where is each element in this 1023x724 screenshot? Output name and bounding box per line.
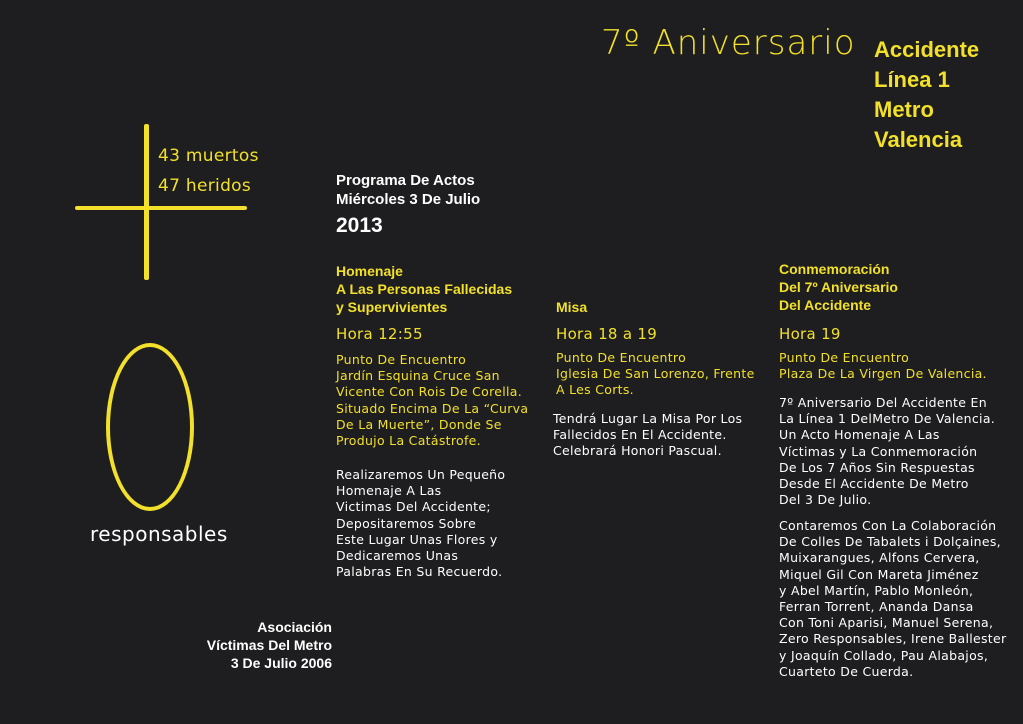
event-meeting-point: Punto De Encuentro Iglesia De San Lorenzo, Frente A Les Corts. — [556, 350, 755, 398]
program-year: 2013 — [336, 214, 383, 237]
event-collaboration: Contaremos Con La Colaboración De Colles De Tabalets i Dolçaines, Muixarangues, Alfons Cervera, Miquel Gil Con Mareta Jiménez y Abel Martín, Pablo Monleón, Ferran Torrent, Ananda Dansa Con Toni Aparisi, Manuel Serena, Zero Responsables, Irene Ballester y Joaquín Collado, Pau Alabajos, Cuarteto De Cuerda. — [779, 518, 1007, 679]
event-description: Tendrá Lugar La Misa Por Los Fallecidos En El Accidente. Celebrará Honori Pascual. — [553, 411, 743, 459]
event-description: 7º Aniversario Del Accidente En La Línea 1 DelMetro De Valencia. Un Acto Homenaje A Las Víctimas y La Conmemoración De Los 7 Años Sin Respuestas Desde El Accidente De Metro Del 3 De Julio. — [779, 395, 996, 508]
title-line: Metro — [874, 97, 934, 122]
event-time: Hora 18 a 19 — [556, 325, 658, 343]
event-meeting-point: Punto De Encuentro Plaza De La Virgen De Valencia. — [779, 350, 987, 382]
event-title-conmemoracion: Conmemoración Del 7º Aniversario Del Accidente — [779, 261, 898, 313]
association-line: 3 De Julio 2006 — [230, 655, 332, 671]
event-time: Hora 19 — [779, 325, 841, 343]
event-time: Hora 12:55 — [336, 325, 423, 343]
title-accident-block — [874, 35, 979, 155]
program-line: Miércoles 3 De Julio — [336, 191, 481, 208]
program-line: Programa De Actos — [336, 172, 475, 189]
event-title-misa: Misa — [556, 299, 588, 315]
title-anniversary: 7º Aniversario — [601, 23, 856, 63]
title-line: Valencia — [874, 127, 963, 152]
association-block — [190, 618, 332, 672]
title-line: Línea 1 — [874, 67, 950, 92]
responsables-label: responsables — [90, 522, 228, 546]
program-heading — [336, 171, 480, 209]
event-description: Realizaremos Un Pequeño Homenaje A Las Victimas Del Accidente; Depositaremos Sobre Este Lugar Unas Flores y Dedicaremos Unas Palabras En Su Recuerdo. — [336, 467, 506, 580]
injured-count: 47 heridos — [158, 176, 252, 196]
zero-icon — [106, 343, 194, 511]
title-line: Accidente — [874, 37, 980, 62]
casualties-tally — [158, 141, 259, 201]
event-title-homenaje: Homenaje A Las Personas Fallecidas y Supervivientes — [336, 263, 513, 315]
association-line: Víctimas Del Metro — [206, 637, 332, 653]
association-line: Asociación — [257, 619, 332, 635]
dead-count: 43 muertos — [158, 146, 259, 166]
event-meeting-point: Punto De Encuentro Jardín Esquina Cruce San Vicente Con Rois De Corella. Situado Encima De La “Curva De La Muerte”, Donde Se Produjo La Catástrofe. — [336, 352, 529, 449]
